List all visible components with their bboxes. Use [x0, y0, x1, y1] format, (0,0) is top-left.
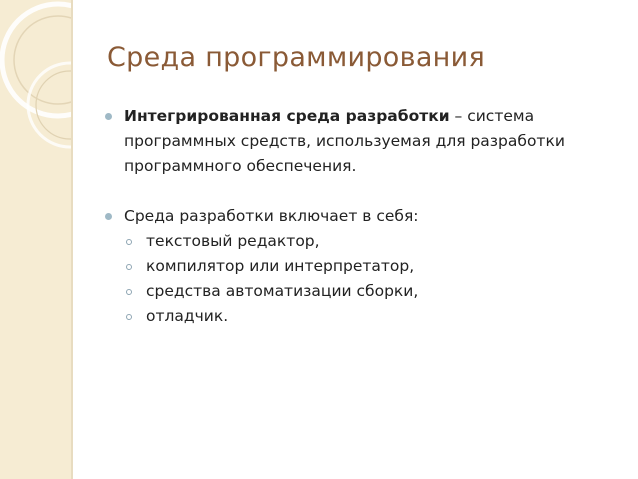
- bullet-text: Среда разработки включает в себя:: [124, 207, 419, 225]
- sub-item: [104, 304, 604, 329]
- sub-bullet-ring-icon: [126, 289, 132, 295]
- bullet-bold-term: Интегрированная среда разработки: [124, 107, 450, 125]
- bullet-item-ide: [104, 104, 604, 179]
- sub-item-text: компилятор или интерпретатор,: [146, 257, 415, 275]
- sub-item: [104, 279, 604, 304]
- sub-bullet-ring-icon: [126, 239, 132, 245]
- spacer: [104, 179, 604, 204]
- sub-item-text: средства автоматизации сборки,: [146, 282, 419, 300]
- sub-item-text: отладчик.: [146, 307, 229, 325]
- sub-item: [104, 229, 604, 254]
- bullet-definition: – система программных средств, используемая для разработки программного обеспечения.: [124, 107, 565, 175]
- bullet-item-includes: [104, 204, 604, 229]
- side-band-edge: [71, 0, 73, 479]
- bullet-text: [124, 104, 604, 179]
- side-band: [0, 0, 71, 479]
- bullet-dot-icon: [105, 213, 112, 220]
- sub-list: [104, 229, 604, 329]
- decorative-arcs-icon: [0, 0, 71, 200]
- bullet-dot-icon: [105, 113, 112, 120]
- sub-item: [104, 254, 604, 279]
- sub-bullet-ring-icon: [126, 264, 132, 270]
- sub-item-text: текстовый редактор,: [146, 232, 320, 250]
- slide-content: [104, 104, 604, 329]
- slide-title: Среда программирования: [107, 42, 486, 73]
- sub-bullet-ring-icon: [126, 314, 132, 320]
